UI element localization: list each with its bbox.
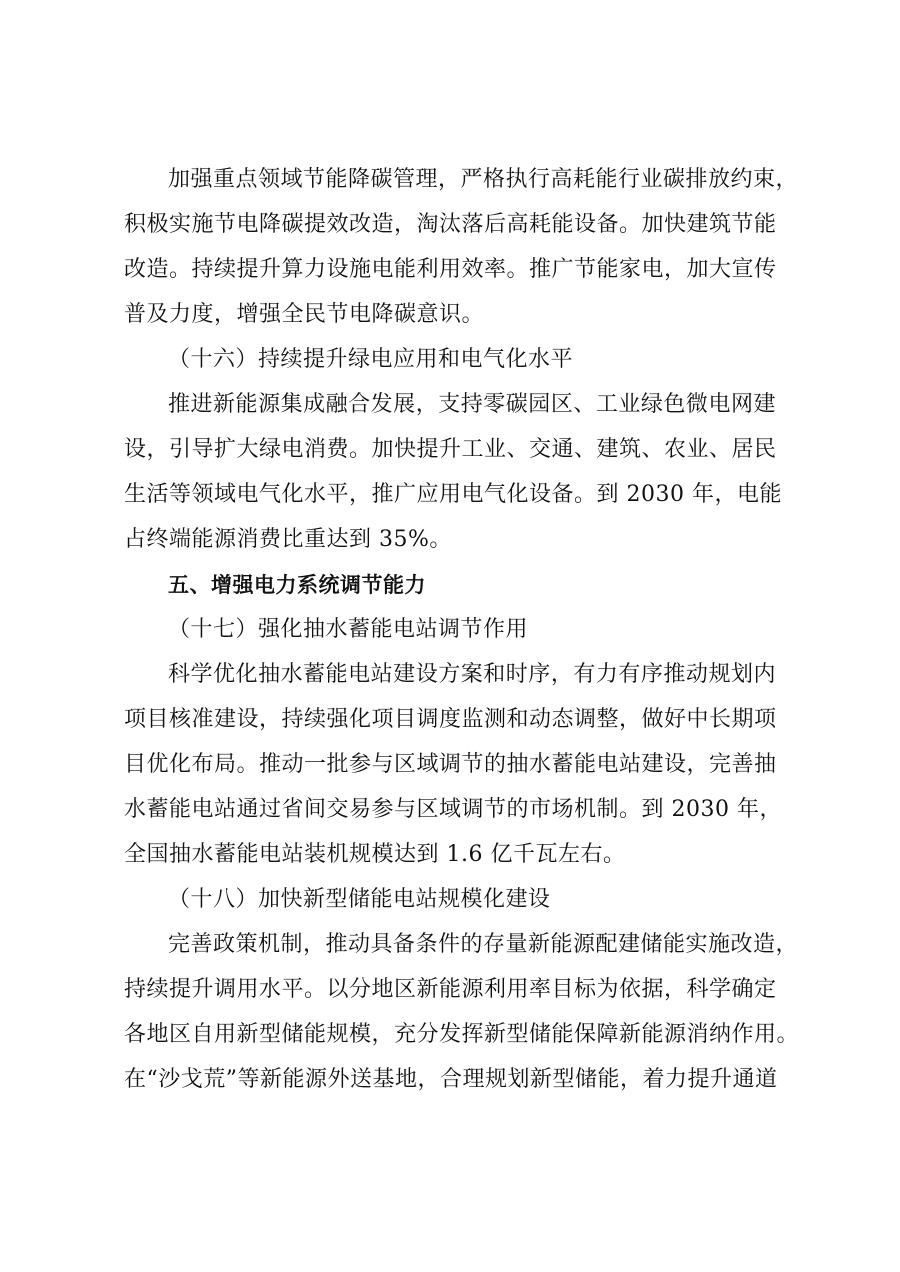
section-subheading: （十七）强化抽水蓄能电站调节作用 [168, 617, 529, 642]
section-heading: 五、增强电力系统调节能力 [168, 573, 426, 597]
paragraph [124, 160, 799, 340]
section-subheading: （十八）加快新型储能电站规模化建设 [168, 887, 551, 912]
paragraph-line: 科学优化抽水蓄能电站建设方案和时序，有力有序推动规划内 [168, 662, 776, 687]
paragraph-line: 在“沙戈荒”等新能源外送基地，合理规划新型储能，着力提升通道 [124, 1067, 778, 1092]
paragraph-line: 持续提升调用水平。以分地区新能源利用率目标为依据，科学确定 [124, 977, 777, 1002]
paragraph-line: 积极实施节电降碳提效改造，淘汰落后高耗能设备。加快建筑节能 [124, 212, 777, 237]
paragraph [124, 655, 782, 880]
paragraph-line: 项目核准建设，持续强化项目调度监测和动态调整，做好中长期项 [124, 707, 777, 732]
paragraph-line: 设，引导扩大绿电消费。加快提升工业、交通、建筑、农业、居民 [124, 437, 777, 462]
paragraph-line: 推进新能源集成融合发展，支持零碳园区、工业绿色微电网建 [168, 392, 776, 417]
paragraph-line: 加强重点领域节能降碳管理，严格执行高耗能行业碳排放约束， [168, 167, 799, 192]
paragraph-line: 普及力度，增强全民节电降碳意识。 [124, 302, 485, 327]
paragraph-line: 水蓄能电站通过省间交易参与区域调节的市场机制。到 2030 年， [124, 797, 782, 822]
paragraph-line: 占终端能源消费比重达到 35%。 [124, 527, 452, 552]
paragraph-line: 完善政策机制，推动具备条件的存量新能源配建储能实施改造， [168, 932, 799, 957]
paragraph-line: 全国抽水蓄能电站装机规模达到 1.6 亿千瓦左右。 [124, 842, 626, 867]
paragraph [124, 925, 800, 1105]
paragraph [124, 385, 782, 565]
paragraph-line: 改造。持续提升算力设施电能利用效率。推广节能家电，加大宣传 [124, 257, 777, 282]
document-body [124, 160, 800, 1105]
section-subheading: （十六）持续提升绿电应用和电气化水平 [168, 347, 574, 372]
paragraph-line: 生活等领域电气化水平，推广应用电气化设备。到 2030 年，电能 [124, 482, 782, 507]
paragraph-line: 各地区自用新型储能规模，充分发挥新型储能保障新能源消纳作用。 [124, 1022, 800, 1047]
paragraph-line: 目优化布局。推动一批参与区域调节的抽水蓄能电站建设，完善抽 [124, 752, 777, 777]
